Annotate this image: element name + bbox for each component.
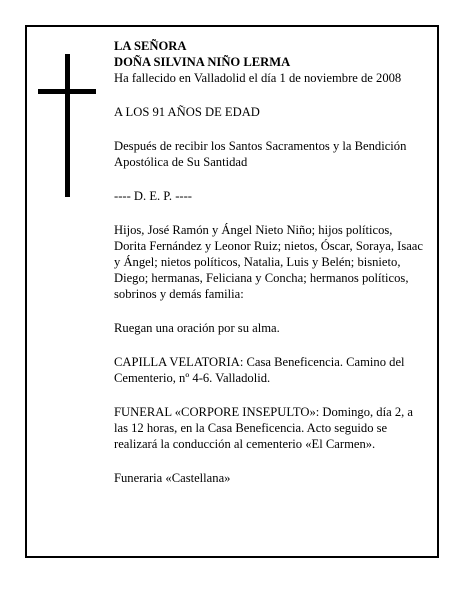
obituary-text (114, 38, 424, 486)
funeral-info: FUNERAL «CORPORE INSEPULTO»: Domingo, día 2, a las 12 horas, en la Casa Beneficencia. Acto seguido se realizará la conducción al cementerio «El Carmen». (114, 405, 414, 451)
chapel-info: CAPILLA VELATORIA: Casa Beneficencia. Camino del Cementerio, nº 4-6. Valladolid. (114, 355, 405, 385)
age-line: A LOS 91 AÑOS DE EDAD (114, 105, 260, 119)
death-notice: Ha fallecido en Valladolid el día 1 de noviembre de 2008 (114, 71, 402, 85)
sacraments-line: Después de recibir los Santos Sacramentos y la Bendición Apostólica de Su Santidad (114, 139, 407, 169)
family-list: Hijos, José Ramón y Ángel Nieto Niño; hijos políticos, Dorita Fernández y Leonor Ruiz; nietos, Óscar, Soraya, Isaac y Ángel; nietos políticos, Natalia, Luis y Belén; bisnieto, Diego; hermanas, Feliciana y Concha; hermanos políticos, sobrinos y demás familia: (114, 223, 423, 301)
title-line-1: LA SEÑORA (114, 39, 187, 53)
rip-line: ---- D. E. P. ---- (114, 189, 192, 203)
cross-vertical-bar (65, 54, 70, 197)
obituary-header (114, 38, 424, 86)
funeral-home: Funeraria «Castellana» (114, 471, 231, 485)
deceased-name: DOÑA SILVINA NIÑO LERMA (114, 55, 291, 69)
cross-horizontal-bar (38, 89, 96, 94)
cross-icon (38, 54, 96, 197)
prayer-request: Ruegan una oración por su alma. (114, 321, 280, 335)
